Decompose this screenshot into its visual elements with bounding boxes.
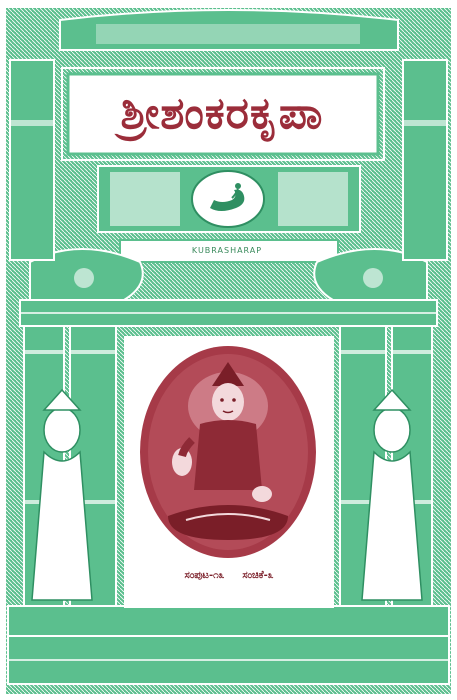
issue-number-label: ಸಂಚಿಕೆ-೩ (242, 570, 274, 581)
issue-info (124, 570, 334, 581)
volume-label: ಸಂಪುಟ-೧೩ (184, 570, 225, 581)
title-panel (72, 78, 372, 148)
magazine-title: ಶ್ರೀಶಂಕರಕೃಪಾ (120, 87, 324, 139)
lintel-inscription: KUBRASHARAP (191, 246, 263, 255)
deity-portrait-oval (138, 344, 318, 560)
